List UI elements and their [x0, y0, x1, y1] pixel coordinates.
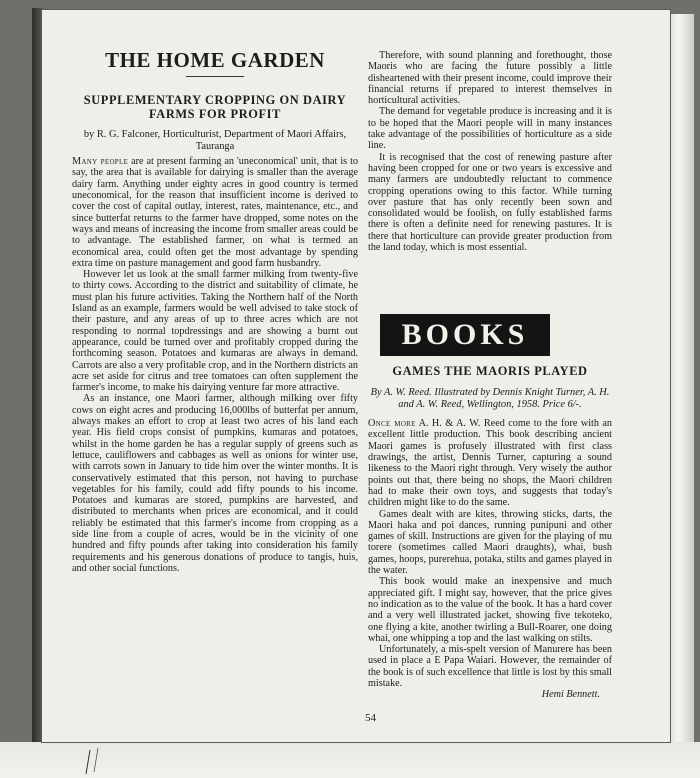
reviewer-signature: Hemi Bennett.: [541, 689, 600, 701]
lead-in-caps: Many people: [72, 156, 129, 168]
lead-in-caps: Once more: [368, 418, 416, 430]
article-paragraph: Therefore, with sound planning and forethought, those Maoris who are facing the future possibly a little disheartened with their present income, could improve their financial returns if prepared to interest themselves in horticultural activities.: [368, 50, 612, 107]
article-column: [72, 48, 358, 574]
review-paragraph: Once more A. H. & A. W. Reed come to the fore with an excellent little production. This book describing ancient Maori games is profusely illustrated with first class drawings, the artist, Dennis Turner, capturing a sound likeness to the Maori right through. Very wisely the author points out that, there being no shops, the Maori children had to make their own toys, and suggests that today's children might like to do the same.: [368, 418, 612, 509]
title-divider: [186, 76, 244, 77]
page-edge: [668, 14, 694, 750]
article-subtitle: SUPPLEMENTARY CROPPING ON DAIRY FARMS FOR PROFIT: [83, 93, 347, 121]
article-paragraph: The demand for vegetable produce is increasing and it is to be hoped that the Maori people will in many instances take advantage of the possibilities of horticulture as a side line.: [368, 106, 612, 152]
book-review-byline: By A. W. Reed. Illustrated by Dennis Knight Turner, A. H. and A. W. Reed, Wellington, 1958. Price 6/-.: [370, 387, 610, 410]
book-review-title: GAMES THE MAORIS PLAYED: [392, 364, 588, 379]
review-paragraph: Games dealt with are kites, throwing sticks, darts, the Maori haka and poi dances, running punipuni and other games of skill. Instructions are given for the playing of mu torere (sometimes called Maori draughts), whai, bush games, hoops, purerehua, potaka, stilts and games played in the water.: [368, 508, 612, 577]
article-paragraph: As an instance, one Maori farmer, although milking over fifty cows on eight acres and producing 16,000lbs of butterfat per annum, always makes an effort to crop at least two acres of his land each year. His field crops consist of pumpkins, kumaras and potatoes, whilst in the home garden he has a regular supply of greens such as lettuce, cauliflowers and cabbages as well as onions for winter use, with carrots sown in January to tide him over the winter months. It is conservatively estimated that this person, not having to purchase vegetables for his family, could add fifty pounds to his income. Potatoes and kumaras are stored, pumpkins are harvested, and distributed to merchants when prices are economical, and it could reliably be estimated that this farmer's income from cropping as a side line from a couple of acres, would be in the vicinity of one hundred and fifty pounds after taking into consideration his family requirements and his generous donations of produce to tangis, huis, and other social functions.: [72, 393, 358, 574]
right-column: [368, 50, 612, 701]
spacer: [368, 253, 612, 311]
books-banner: BOOKS: [382, 316, 548, 354]
review-paragraph: This book would make an inexpensive and much appreciated gift. I might say, however, that the price gives no indication as to the value of the book. It has a hard cover and a very well illustrated jacket, showing five tekoteko, one flying a kite, another twirling a Bull-Roarer, one doing whai, one whipping a top and the last walking on stilts.: [368, 576, 612, 644]
pencil-mark-icon: [78, 742, 108, 776]
article-paragraph: Many people are at present farming an 'uneconomical' unit, that is to say, the area that is available for dairying is smaller than the average dairy farm. Anything under eighty acres in good country is termed uneconomical, for the reason that insufficient income is derived to cover the cost of capital outlay, interest, rates, maintenance, etc., and since butterfat returns to the farmer have dropped, some notes on the ways and means of increasing the income from smaller areas could be to advantage. The established farmer, on what is termed an economical area, could often get the most advantage by spending extra time on pasture management and good farm husbandry.: [72, 156, 358, 269]
article-paragraph: It is recognised that the cost of renewing pasture after having been cropped for one or two years is excessive and many farmers are undoubtedly reluctant to commence cropping operations owing to this factor. While turning over pasture that has only recently been sown and consolidated would be foolish, on fully established farms there is often a definite need for renewing pastures. It is there that horticulture can provide greater production from the land today, which is most essential.: [368, 151, 612, 254]
article-byline: by R. G. Falconer, Horticulturist, Department of Maori Affairs, Tauranga: [83, 129, 347, 152]
page-number: 54: [365, 712, 376, 724]
page-title: THE HOME GARDEN: [105, 48, 325, 72]
article-paragraph: However let us look at the small farmer milking from twenty-five to thirty cows. According to the district and suitability of climate, he must plan his future activities. Taking the Northern half of the North Island as an example, farmers would be well advised to take stock of their pasture, and any areas of up to three acres which are not responding to normal topdressings and are showing a burnt out appearance, could be turned over and profitably cropped during the forthcoming season. Potatoes and kumaras are always in demand. Carrots are also a very profitable crop, and in the Northern districts an acre set aside for citrus and tree tomatoes can often supplement the farmer's income, to make his dairying venture far more attractive.: [72, 269, 359, 394]
review-paragraph: Unfortunately, a mis-spelt version of Manurere has been used in place a E Papa Waiari. However, the remainder of the book is of such excellence that little is lost by this small mistake.: [368, 644, 612, 689]
